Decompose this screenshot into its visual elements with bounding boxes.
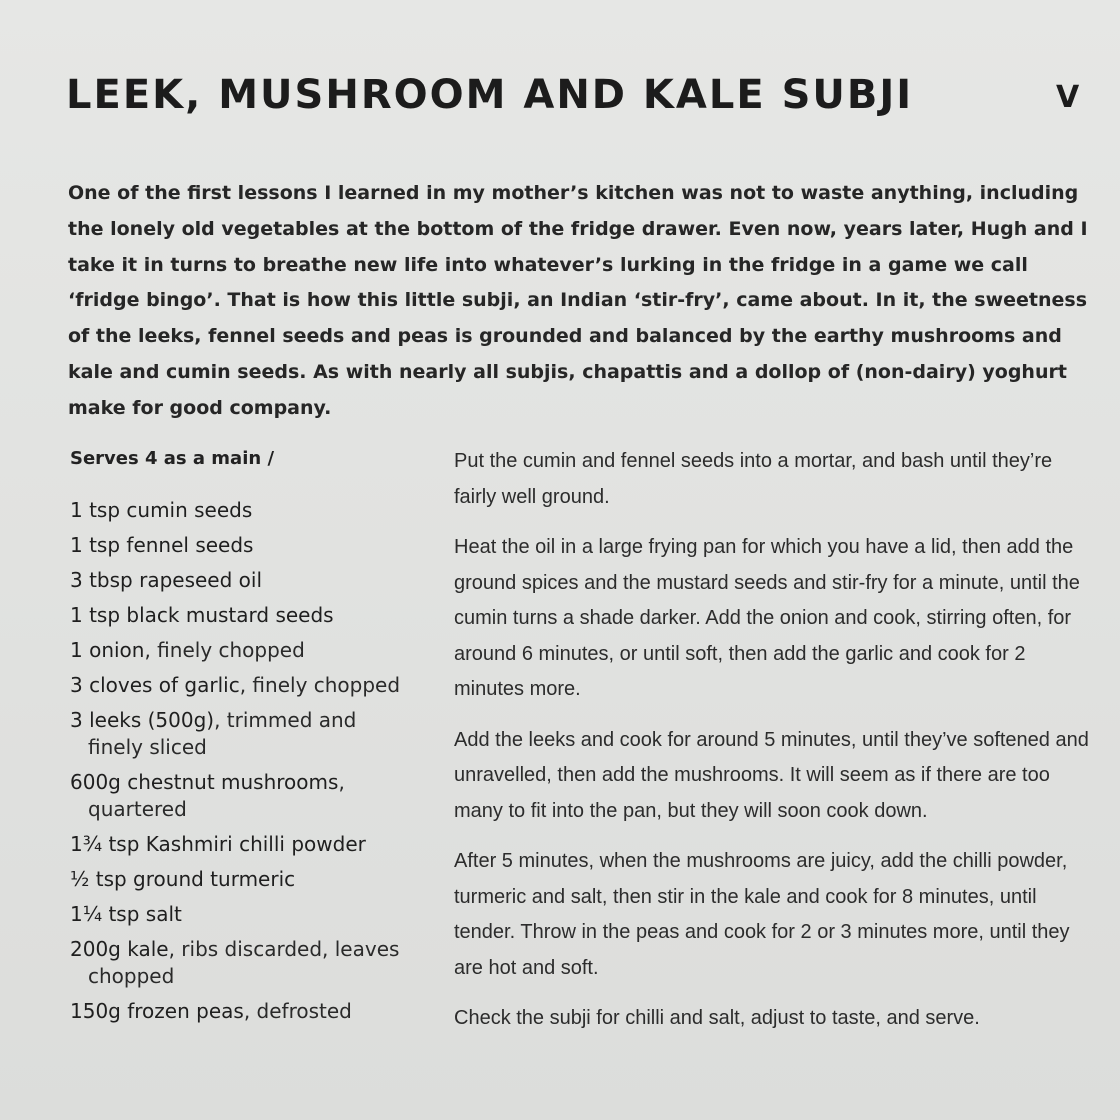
method-step: Add the leeks and cook for around 5 minutes, until they’ve softened and unravelled, then add the mushrooms. It will seem as if there are too many to fit into the pan, but they will soon cook down. bbox=[454, 728, 1089, 822]
ingredient-item bbox=[70, 567, 410, 594]
ingredient-item bbox=[70, 602, 410, 629]
method-step: Put the cumin and fennel seeds into a mortar, and bash until they’re fairly well ground. bbox=[454, 450, 1053, 508]
recipe-title: LEEK, MUSHROOM AND KALE SUBJI bbox=[66, 72, 914, 118]
ingredient-name: 3 cloves of garlic bbox=[70, 673, 240, 697]
ingredient-item bbox=[70, 998, 410, 1025]
ingredient-name: 1¾ tsp Kashmiri chilli powder bbox=[70, 832, 366, 856]
vegan-mark: V bbox=[1056, 80, 1080, 115]
ingredient-name: 1 tsp cumin seeds bbox=[70, 498, 253, 522]
ingredient-item bbox=[70, 672, 410, 699]
recipe-intro: One of the first lessons I learned in my mother’s kitchen was not to waste anything, including the lonely old vegetables at the bottom of the fridge drawer. Even now, years later, Hugh and I take it in turns to breathe new life into whatever’s lurking in the fridge in a game we call ‘fridge bingo’. That is how this little subji, an Indian ‘stir-fry’, came about. In it, the sweetness of the leeks, fennel seeds and peas is grounded and balanced by the earthy mushrooms and kale and cumin seeds. As with nearly all subjis, chapattis and a dollop of (non-dairy) yoghurt make for good company. bbox=[68, 182, 1088, 419]
ingredient-item bbox=[70, 707, 410, 761]
ingredient-note: , finely chopped bbox=[239, 673, 401, 697]
ingredient-note: , quartered bbox=[88, 770, 345, 821]
ingredient-item bbox=[70, 936, 410, 990]
ingredient-note: , finely chopped bbox=[144, 638, 305, 662]
ingredient-name: 200g kale bbox=[70, 937, 169, 961]
ingredients-column bbox=[70, 448, 410, 1033]
method-column bbox=[454, 444, 1094, 1052]
ingredient-item bbox=[70, 866, 410, 893]
ingredient-name: 1 onion bbox=[70, 638, 145, 662]
serves-label: Serves 4 as a main / bbox=[70, 448, 275, 469]
method-step: Check the subji for chilli and salt, adjust to taste, and serve. bbox=[454, 1007, 980, 1029]
ingredient-item bbox=[70, 769, 410, 823]
ingredient-item bbox=[70, 831, 410, 858]
ingredient-name: 150g frozen peas bbox=[70, 999, 244, 1023]
ingredient-name: 1 tsp black mustard seeds bbox=[70, 603, 334, 627]
ingredient-name: 1 tsp fennel seeds bbox=[70, 533, 254, 557]
ingredient-list bbox=[70, 497, 410, 1025]
ingredient-item bbox=[70, 637, 410, 664]
ingredient-name: ½ tsp ground turmeric bbox=[70, 867, 296, 891]
ingredient-item bbox=[70, 901, 410, 928]
ingredient-name: 3 tbsp rapeseed oil bbox=[70, 568, 263, 592]
ingredient-name: 3 leeks (500g) bbox=[70, 708, 215, 732]
ingredient-name: 600g chestnut mushrooms bbox=[70, 770, 339, 794]
ingredient-item bbox=[70, 532, 410, 559]
ingredient-note: , defrosted bbox=[243, 999, 352, 1023]
ingredient-note: , trimmed and finely sliced bbox=[88, 708, 357, 759]
ingredient-name: 1¼ tsp salt bbox=[70, 902, 182, 926]
method-step: Heat the oil in a large frying pan for which you have a lid, then add the ground spices and the mustard seeds and stir-fry for a minute, until the cumin turns a shade darker. Add the onion and cook, stirring often, for around 6 minutes, or until soft, then add the garlic and cook for 2 minutes more. bbox=[454, 536, 1080, 700]
ingredient-item bbox=[70, 497, 410, 524]
ingredient-note: , ribs discarded, leaves chopped bbox=[88, 937, 400, 988]
method-step: After 5 minutes, when the mushrooms are juicy, add the chilli powder, turmeric and salt, then stir in the kale and cook for 8 minutes, until tender. Throw in the peas and cook for 2 or 3 minutes more, until they are hot and soft. bbox=[454, 850, 1070, 979]
